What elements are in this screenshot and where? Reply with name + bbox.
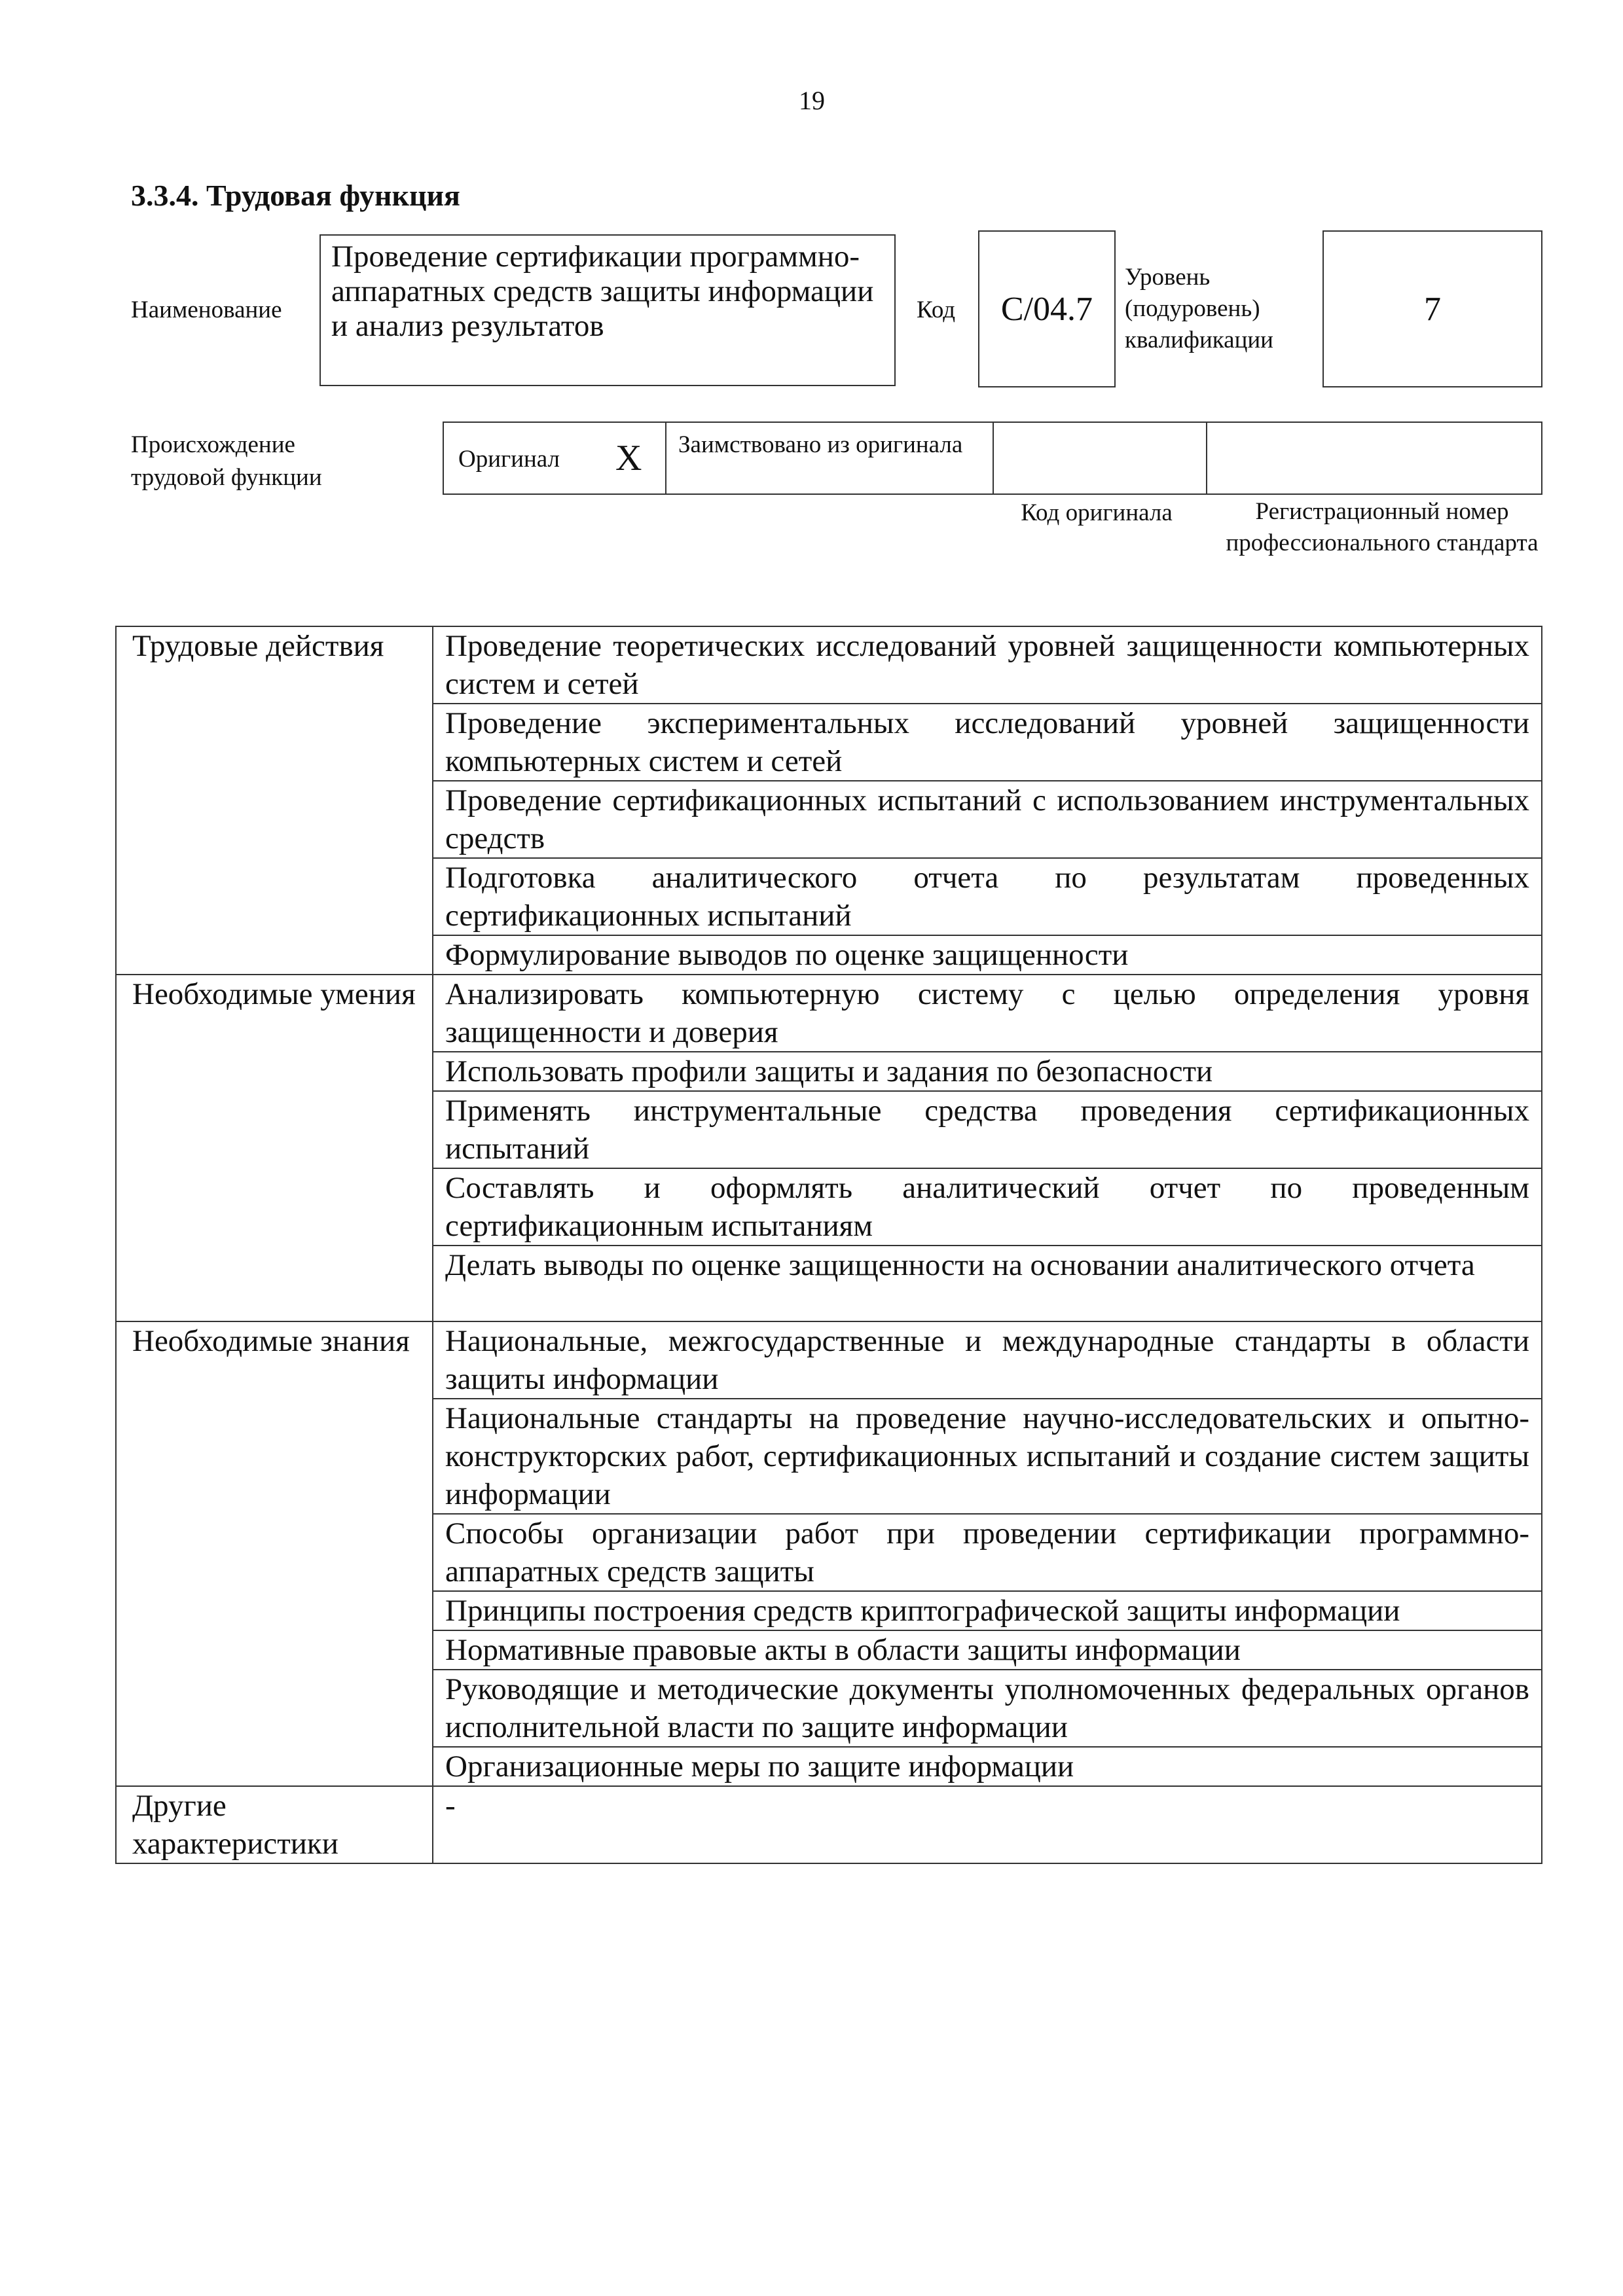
- other-label: Другие характеристики: [116, 1786, 433, 1863]
- action-item: Проведение сертификационных испытаний с использованием инструментальных средств: [433, 781, 1542, 858]
- table-row: [116, 1786, 1542, 1863]
- code-value-box: C/04.7: [978, 230, 1116, 387]
- action-item: Проведение теоретических исследований уровней защищенности компьютерных систем и сетей: [433, 626, 1542, 704]
- origin-reg-cell: [1207, 423, 1541, 493]
- origin-table: [443, 422, 1542, 495]
- skill-item: Применять инструментальные средства проведения сертификационных испытаний: [433, 1091, 1542, 1168]
- origin-original-cell: [444, 423, 666, 493]
- knowledge-label: Необходимые знания: [116, 1321, 433, 1786]
- reg-number-caption: Регистрационный номер профессионального стандарта: [1226, 498, 1539, 556]
- page-number: 19: [799, 86, 825, 115]
- code-label: Код: [917, 296, 956, 323]
- original-mark: X: [615, 438, 642, 478]
- name-label: Наименование: [131, 296, 282, 323]
- origin-code-cell: [994, 423, 1207, 493]
- skill-item: Анализировать компьютерную систему с целью определения уровня защищенности и доверия: [433, 975, 1542, 1052]
- actions-label: Трудовые действия: [116, 626, 433, 975]
- knowledge-item: Организационные меры по защите информации: [433, 1747, 1542, 1786]
- table-row: [116, 1321, 1542, 1399]
- skill-item: Делать выводы по оценке защищенности на основании аналитического отчета: [433, 1246, 1542, 1321]
- table-row: [116, 975, 1542, 1052]
- other-value: -: [433, 1786, 1542, 1863]
- original-label: Оригинал: [458, 446, 560, 473]
- knowledge-item: Национальные, межгосударственные и международные стандарты в области защиты информации: [433, 1321, 1542, 1399]
- skill-item: Составлять и оформлять аналитический отчет по проведенным сертификационным испытаниям: [433, 1168, 1542, 1246]
- skill-item: Использовать профили защиты и задания по безопасности: [433, 1052, 1542, 1091]
- knowledge-item: Нормативные правовые акты в области защиты информации: [433, 1630, 1542, 1670]
- knowledge-item: Принципы построения средств криптографической защиты информации: [433, 1591, 1542, 1630]
- skills-label: Необходимые умения: [116, 975, 433, 1321]
- function-details-table: [115, 626, 1542, 1864]
- action-item: Формулирование выводов по оценке защищенности: [433, 935, 1542, 975]
- knowledge-item: Способы организации работ при проведении сертификации программно-аппаратных средств защиты: [433, 1514, 1542, 1591]
- knowledge-item: Национальные стандарты на проведение научно-исследовательских и опытно-конструкторских работ, сертификационных испытаний и создание систем защиты информации: [433, 1399, 1542, 1514]
- table-row: [116, 626, 1542, 704]
- function-name-box: Проведение сертификации программно-аппаратных средств защиты информации и анализ результатов: [319, 234, 896, 386]
- code-original-caption: Код оригинала: [1021, 499, 1173, 526]
- borrowed-label: Заимствовано из оригинала: [666, 423, 994, 493]
- action-item: Проведение экспериментальных исследований уровней защищенности компьютерных систем и сетей: [433, 704, 1542, 781]
- knowledge-item: Руководящие и методические документы уполномоченных федеральных органов исполнительной власти по защите информации: [433, 1670, 1542, 1747]
- section-title: 3.3.4. Трудовая функция: [131, 179, 460, 212]
- level-value-box: 7: [1322, 230, 1542, 387]
- level-label: Уровень (подуровень) квалификации: [1125, 264, 1273, 353]
- action-item: Подготовка аналитического отчета по результатам проведенных сертификационных испытаний: [433, 858, 1542, 935]
- origin-label: Происхождение трудовой функции: [131, 431, 322, 491]
